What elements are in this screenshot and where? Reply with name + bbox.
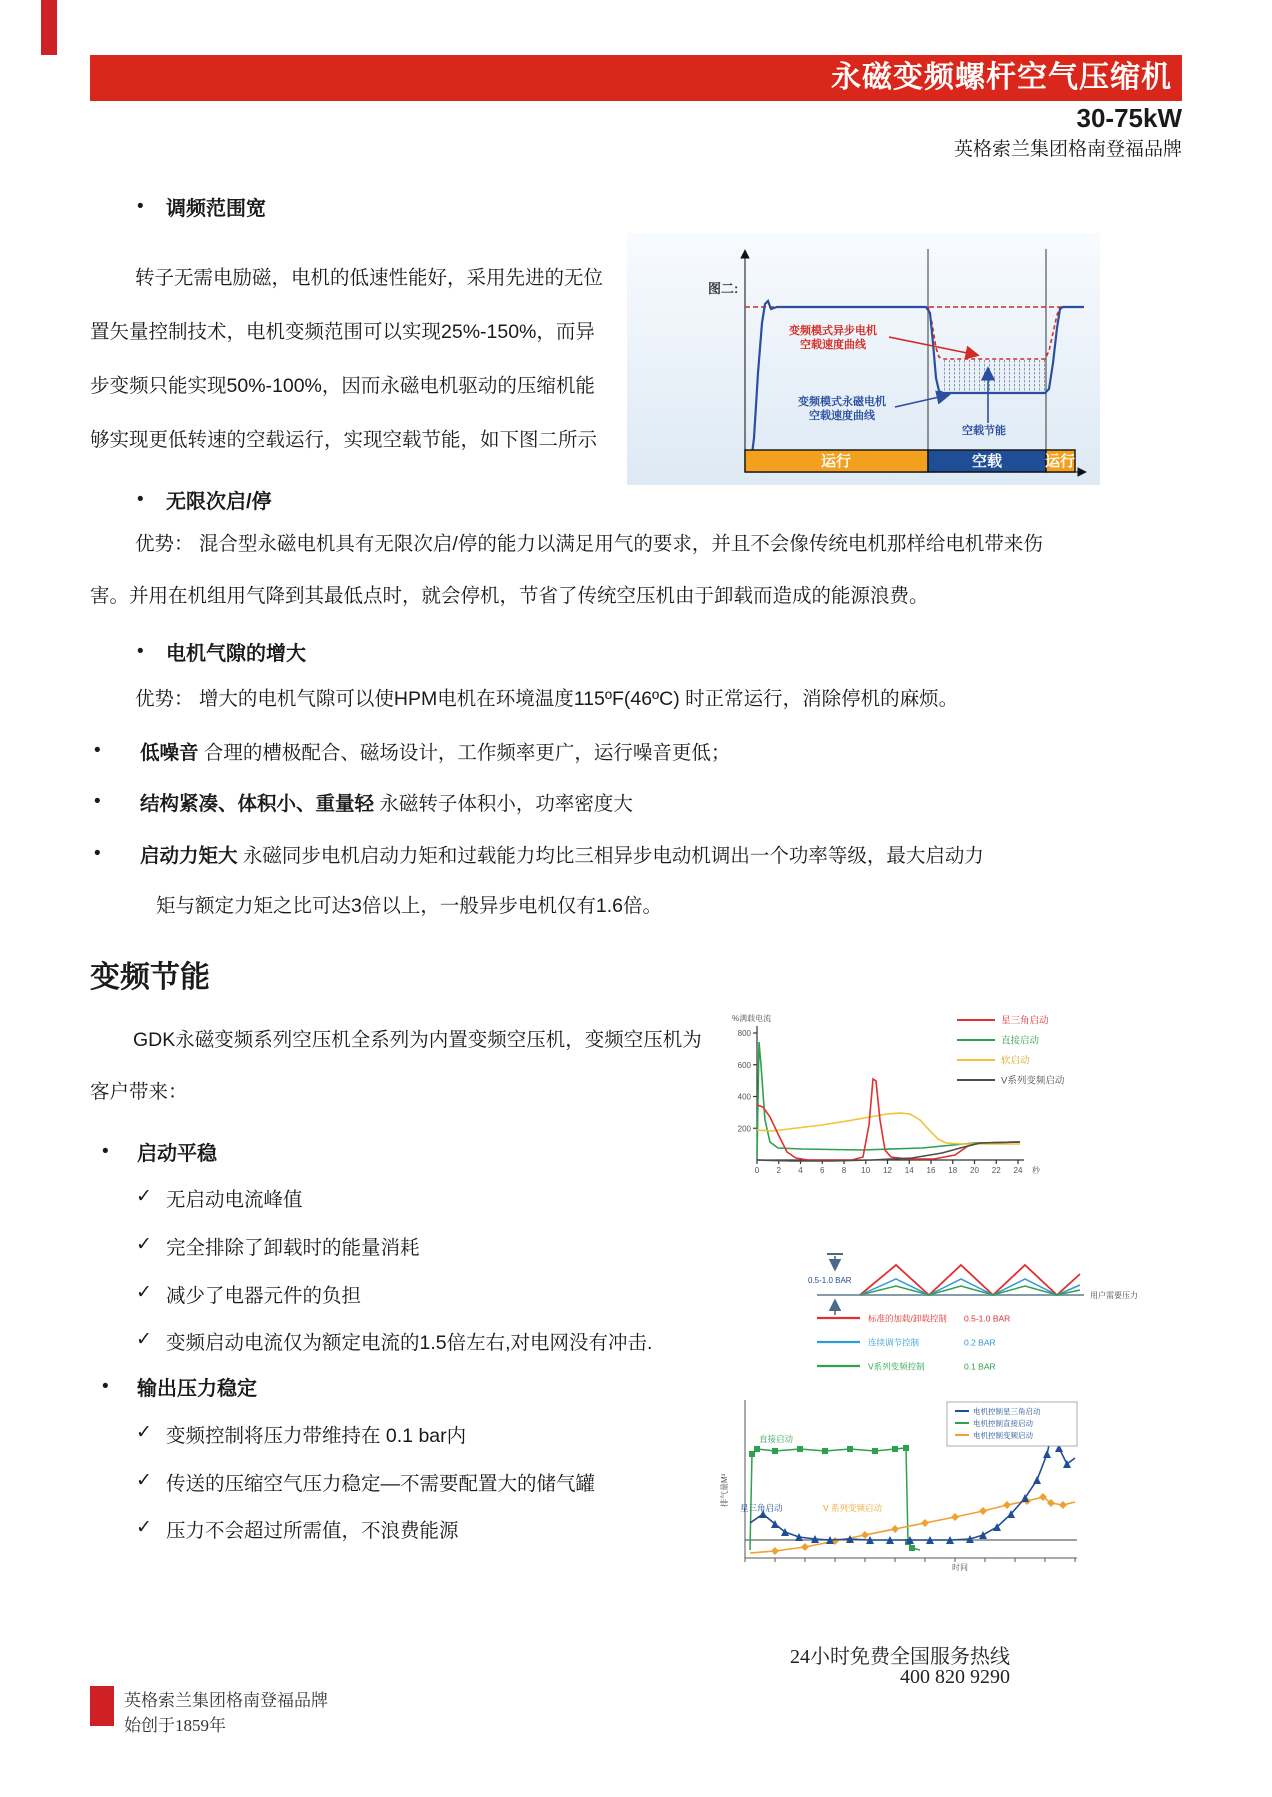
unload-label: 空载 [971, 453, 1003, 470]
chart3-x-tickmarks [745, 1558, 1075, 1562]
curve-vfd-start [750, 1497, 1075, 1553]
bullet-icon: • [94, 740, 101, 761]
chart1-x-unit: 秒 [1032, 1166, 1040, 1175]
figure2-label: 图二: [708, 281, 739, 296]
async-motor-label-line1: 变频模式异步电机 [789, 325, 877, 337]
check-icon: ✓ [136, 1282, 152, 1303]
legend-motor-vfd: 电机控制变频启动 [973, 1431, 1033, 1440]
legend-continuous-band: 0.2 BAR [964, 1337, 996, 1348]
pm-label-arrow [895, 395, 948, 407]
svg-text:14: 14 [904, 1166, 914, 1175]
pm-motor-label-line2: 空载速度曲线 [809, 410, 875, 422]
svg-text:200: 200 [737, 1124, 751, 1134]
svg-text:4: 4 [798, 1166, 803, 1175]
curve-direct-start [750, 1448, 920, 1550]
paragraph-line: 矩与额定力矩之比可达3倍以上，一般异步电机仅有1.6倍。 [156, 895, 662, 917]
check-item: 减少了电器元件的负担 [166, 1285, 362, 1307]
svg-text:6: 6 [820, 1166, 825, 1175]
feature-title-freq-range: 调频范围宽 [166, 198, 266, 220]
check-icon: ✓ [136, 1470, 152, 1491]
paragraph-line: GDK永磁变频系列空压机全系列为内置变频空压机，变频空压机为 [133, 1029, 702, 1051]
feature-low-noise [140, 737, 730, 765]
chart1-ylabel: %满载电流 [732, 1014, 772, 1023]
paragraph-line: 客户带来： [90, 1081, 188, 1103]
bullet-icon: • [137, 641, 144, 662]
chart2-legend [817, 1314, 1010, 1372]
legend-star-delta: 星三角启动 [1001, 1015, 1049, 1027]
chart3-ylabel: 排气量M³ [720, 1473, 729, 1507]
check-item: 压力不会超过所需值，不浪费能源 [166, 1520, 459, 1542]
check-item: 完全排除了卸载时的能量消耗 [166, 1237, 420, 1259]
chart1-y-ticks [738, 1029, 757, 1133]
check-icon: ✓ [136, 1186, 152, 1207]
footer-hotline-number: 400 820 9290 [900, 1666, 1010, 1688]
check-icon: ✓ [136, 1517, 152, 1538]
legend-soft: 软启动 [1001, 1055, 1030, 1067]
legend-motor-star-delta: 电机控制星三角启动 [973, 1407, 1041, 1416]
feature-title-air-gap: 电机气隙的增大 [166, 643, 306, 665]
footer-hotline-label: 24小时免费全国服务热线 [790, 1646, 1010, 1668]
paragraph-line: 害。并用在机组用气降到其最低点时，就会停机，节省了传统空压机由于卸载而造成的能源浪费。 [90, 585, 929, 607]
run-label: 运行 [1044, 453, 1076, 470]
legend-vfd: V系列变频启动 [1001, 1075, 1065, 1087]
svg-text:600: 600 [737, 1060, 751, 1070]
bullet-icon: • [94, 791, 101, 812]
svg-text:20: 20 [970, 1166, 979, 1175]
bullet-icon: • [102, 1141, 109, 1162]
check-item: 变频启动电流仅为额定电流的1.5倍左右,对电网没有冲击. [166, 1332, 653, 1354]
svg-text:24: 24 [1013, 1166, 1023, 1175]
corner-red-tab [41, 0, 57, 55]
power-range: 30-75kW [1076, 103, 1182, 133]
label-star-delta-start: 星三角启动 [740, 1503, 783, 1513]
legend-load-unload-band: 0.5-1.0 BAR [964, 1313, 1011, 1324]
feature-compact [140, 788, 633, 816]
chart3-legend [947, 1402, 1077, 1446]
paragraph-line: 转子无需电励磁，电机的低速性能好，采用先进的无位 [135, 267, 604, 289]
async-motor-unload-curve [928, 307, 1060, 359]
bullet-icon: • [137, 489, 144, 510]
label-vfd-start: V 系列变频启动 [823, 1503, 883, 1513]
subtitle-stable-pressure: 输出压力稳定 [137, 1378, 257, 1400]
feature-term: 低噪音 [140, 742, 199, 764]
curve-soft-start [757, 1113, 1020, 1144]
paragraph-line: 置矢量控制技术，电机变频范围可以实现25%-150%，而异 [90, 321, 595, 343]
svg-text:18: 18 [948, 1166, 958, 1175]
bullet-icon: • [102, 1376, 109, 1397]
check-item: 变频控制将压力带维持在 0.1 bar内 [166, 1425, 467, 1447]
svg-text:10: 10 [861, 1166, 871, 1175]
bullet-icon: • [137, 196, 144, 217]
svg-text:400: 400 [737, 1092, 751, 1102]
feature-desc: 永磁转子体积小，功率密度大 [374, 793, 633, 815]
svg-text:800: 800 [737, 1029, 751, 1038]
section-title-vfd-saving: 变频节能 [90, 961, 210, 994]
footer-logo-square [90, 1686, 114, 1726]
brand-line: 英格索兰集团格南登福品牌 [953, 139, 1182, 160]
check-icon: ✓ [136, 1422, 152, 1443]
legend-direct: 直接启动 [1001, 1035, 1040, 1047]
figure2-speed-diagram [627, 233, 1100, 485]
legend-continuous: 连续调节控制 [868, 1337, 920, 1348]
pm-motor-label-line1: 变频模式永磁电机 [798, 396, 886, 408]
user-pressure-label: 用户需要压力 [1090, 1291, 1138, 1300]
svg-text:2: 2 [776, 1166, 781, 1175]
svg-text:0: 0 [754, 1166, 760, 1175]
saving-hatch-area [943, 360, 1045, 392]
curve-star-delta-start [757, 1079, 1020, 1160]
check-item: 传送的压缩空气压力稳定—不需要配置大的储气罐 [166, 1473, 596, 1495]
footer-founded-line: 始创于1859年 [124, 1716, 226, 1735]
feature-title-unlimited-start-stop: 无限次启/停 [166, 491, 272, 513]
legend-vfd-band: 0.1 BAR [964, 1361, 996, 1372]
figure2-svg [627, 233, 1100, 485]
paragraph-line: 优势： 混合型永磁电机具有无限次启/停的能力以满足用气的要求，并且不会像传统电机那样给电机带来伤 [135, 533, 1043, 555]
run-label: 运行 [820, 453, 852, 470]
legend-load-unload: 标准的加载/卸载控制 [868, 1313, 947, 1324]
saving-label: 空载节能 [962, 425, 1006, 437]
legend-vfd-control: V系列变频控制 [868, 1361, 925, 1372]
legend-motor-direct: 电机控制直接启动 [973, 1419, 1033, 1428]
feature-desc: 永磁同步电机启动力矩和过载能力均比三相异步电动机调出一个功率等级，最大启动力 [237, 845, 984, 867]
chart-pressure-band [712, 1245, 1172, 1380]
band-range-label: 0.5-1.0 BAR [808, 1276, 852, 1285]
chart1-x-ticks [755, 1160, 1023, 1175]
svg-text:16: 16 [926, 1166, 936, 1175]
check-icon: ✓ [136, 1329, 152, 1350]
paragraph-line: 步变频只能实现50%-100%，因而永磁电机驱动的压缩机能 [90, 375, 595, 397]
async-motor-label-line2: 空载速度曲线 [800, 339, 866, 351]
label-direct-start: 直接启动 [759, 1434, 794, 1444]
bullet-icon: • [94, 843, 101, 864]
svg-text:12: 12 [883, 1166, 892, 1175]
chart3-xlabel: 时间 [952, 1563, 968, 1572]
doc-title: 永磁变频螺杆空气压缩机 [831, 61, 1172, 94]
header-bar [90, 55, 1182, 101]
chart-motor-control [715, 1392, 1180, 1574]
chart-starting-current [712, 1008, 1092, 1180]
footer-brand-line: 英格索兰集团格南登福品牌 [124, 1691, 328, 1710]
subtitle-smooth-start: 启动平稳 [137, 1143, 217, 1165]
paragraph-line: 够实现更低转速的空载运行，实现空载节能，如下图二所示 [90, 429, 598, 451]
check-icon: ✓ [136, 1234, 152, 1255]
feature-torque [140, 840, 984, 868]
svg-text:8: 8 [841, 1166, 847, 1175]
check-item: 无启动电流峰值 [166, 1189, 303, 1211]
feature-term: 结构紧凑、体积小、重量轻 [140, 793, 375, 815]
svg-text:22: 22 [991, 1166, 1001, 1175]
feature-term: 启动力矩大 [140, 845, 238, 867]
chart1-legend [957, 1015, 1065, 1087]
paragraph-line: 优势： 增大的电机气隙可以使HPM电机在环境温度115ºF(46ºC) 时正常运行，消除停机的麻烦。 [135, 688, 959, 710]
feature-desc: 合理的槽极配合、磁场设计，工作频率更广，运行噪音更低； [198, 742, 731, 764]
